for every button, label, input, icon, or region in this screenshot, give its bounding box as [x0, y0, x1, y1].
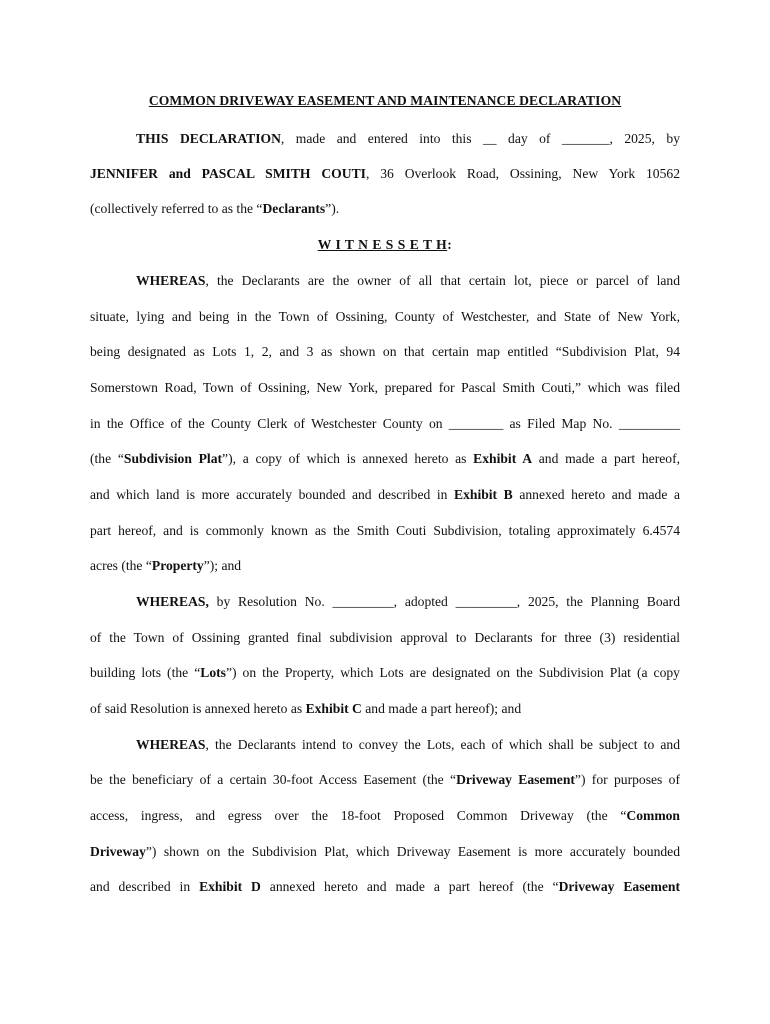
para1-line-4: Somerstown Road, Town of Ossining, New York, prepared for Pascal Smith Couti,” which was filed	[90, 380, 680, 395]
para1-line-6: (the “Subdivision Plat”), a copy of which is annexed hereto as Exhibit A and made a part hereof,	[90, 451, 680, 466]
intro-line-3: (collectively referred to as the “Declarants”).	[90, 201, 340, 216]
para2-line-2: of the Town of Ossining granted final subdivision approval to Declarants for three (3) residential	[90, 630, 680, 645]
declarants-names: JENNIFER and PASCAL SMITH COUTI	[90, 166, 366, 181]
para3-line-2: be the beneficiary of a certain 30-foot Access Easement (the “Driveway Easement”) for purposes of	[90, 772, 680, 787]
para1-line-8: part hereof, and is commonly known as the Smith Couti Subdivision, totaling approximately 6.4574	[90, 523, 680, 538]
para2-line-1: WHEREAS, by Resolution No. _________, adopted _________, 2025, the Planning Board	[136, 594, 680, 609]
para1-line-7: and which land is more accurately bounded and described in Exhibit B annexed hereto and made a	[90, 487, 680, 502]
intro-declaration-term: THIS DECLARATION	[136, 131, 281, 146]
para1-line-3: being designated as Lots 1, 2, and 3 as shown on that certain map entitled “Subdivision Plat, 94	[90, 344, 680, 359]
declarants-term: Declarants	[262, 201, 326, 216]
para2-line-4: of said Resolution is annexed hereto as Exhibit C and made a part hereof); and	[90, 701, 522, 716]
exhibit-c-ref: Exhibit C	[305, 701, 362, 716]
para1-line-2: situate, lying and being in the Town of Ossining, County of Westchester, and State of New York,	[90, 309, 680, 324]
document-title: COMMON DRIVEWAY EASEMENT AND MAINTENANCE DECLARATION	[148, 93, 622, 108]
exhibit-d-ref: Exhibit D	[199, 879, 261, 894]
para1-line-9: acres (the “Property”); and	[90, 558, 242, 573]
exhibit-b-ref: Exhibit B	[454, 487, 513, 502]
para3-line-3: access, ingress, and egress over the 18-foot Proposed Common Driveway (the “Common	[90, 808, 680, 823]
intro-line-1: THIS DECLARATION, made and entered into this __ day of _______, 2025, by	[136, 131, 680, 146]
para2-line-3: building lots (the “Lots”) on the Property, which Lots are designated on the Subdivision Plat (a copy	[90, 665, 680, 680]
exhibit-a-ref: Exhibit A	[473, 451, 533, 466]
intro-line-2: JENNIFER and PASCAL SMITH COUTI, 36 Overlook Road, Ossining, New York 10562	[90, 166, 680, 181]
para3-line-4: Driveway”) shown on the Subdivision Plat, which Driveway Easement is more accurately bounded	[90, 844, 680, 859]
para1-line-1: WHEREAS, the Declarants are the owner of all that certain lot, piece or parcel of land	[136, 273, 680, 288]
para3-line-5: and described in Exhibit D annexed hereto and made a part hereof (the “Driveway Easement	[90, 879, 680, 894]
para3-line-1: WHEREAS, the Declarants intend to convey the Lots, each of which shall be subject to and	[136, 737, 680, 752]
witnesseth-heading: W I T N E S S E T H:	[317, 237, 453, 252]
para1-line-5: in the Office of the County Clerk of Westchester County on ________ as Filed Map No. _________	[90, 416, 680, 431]
